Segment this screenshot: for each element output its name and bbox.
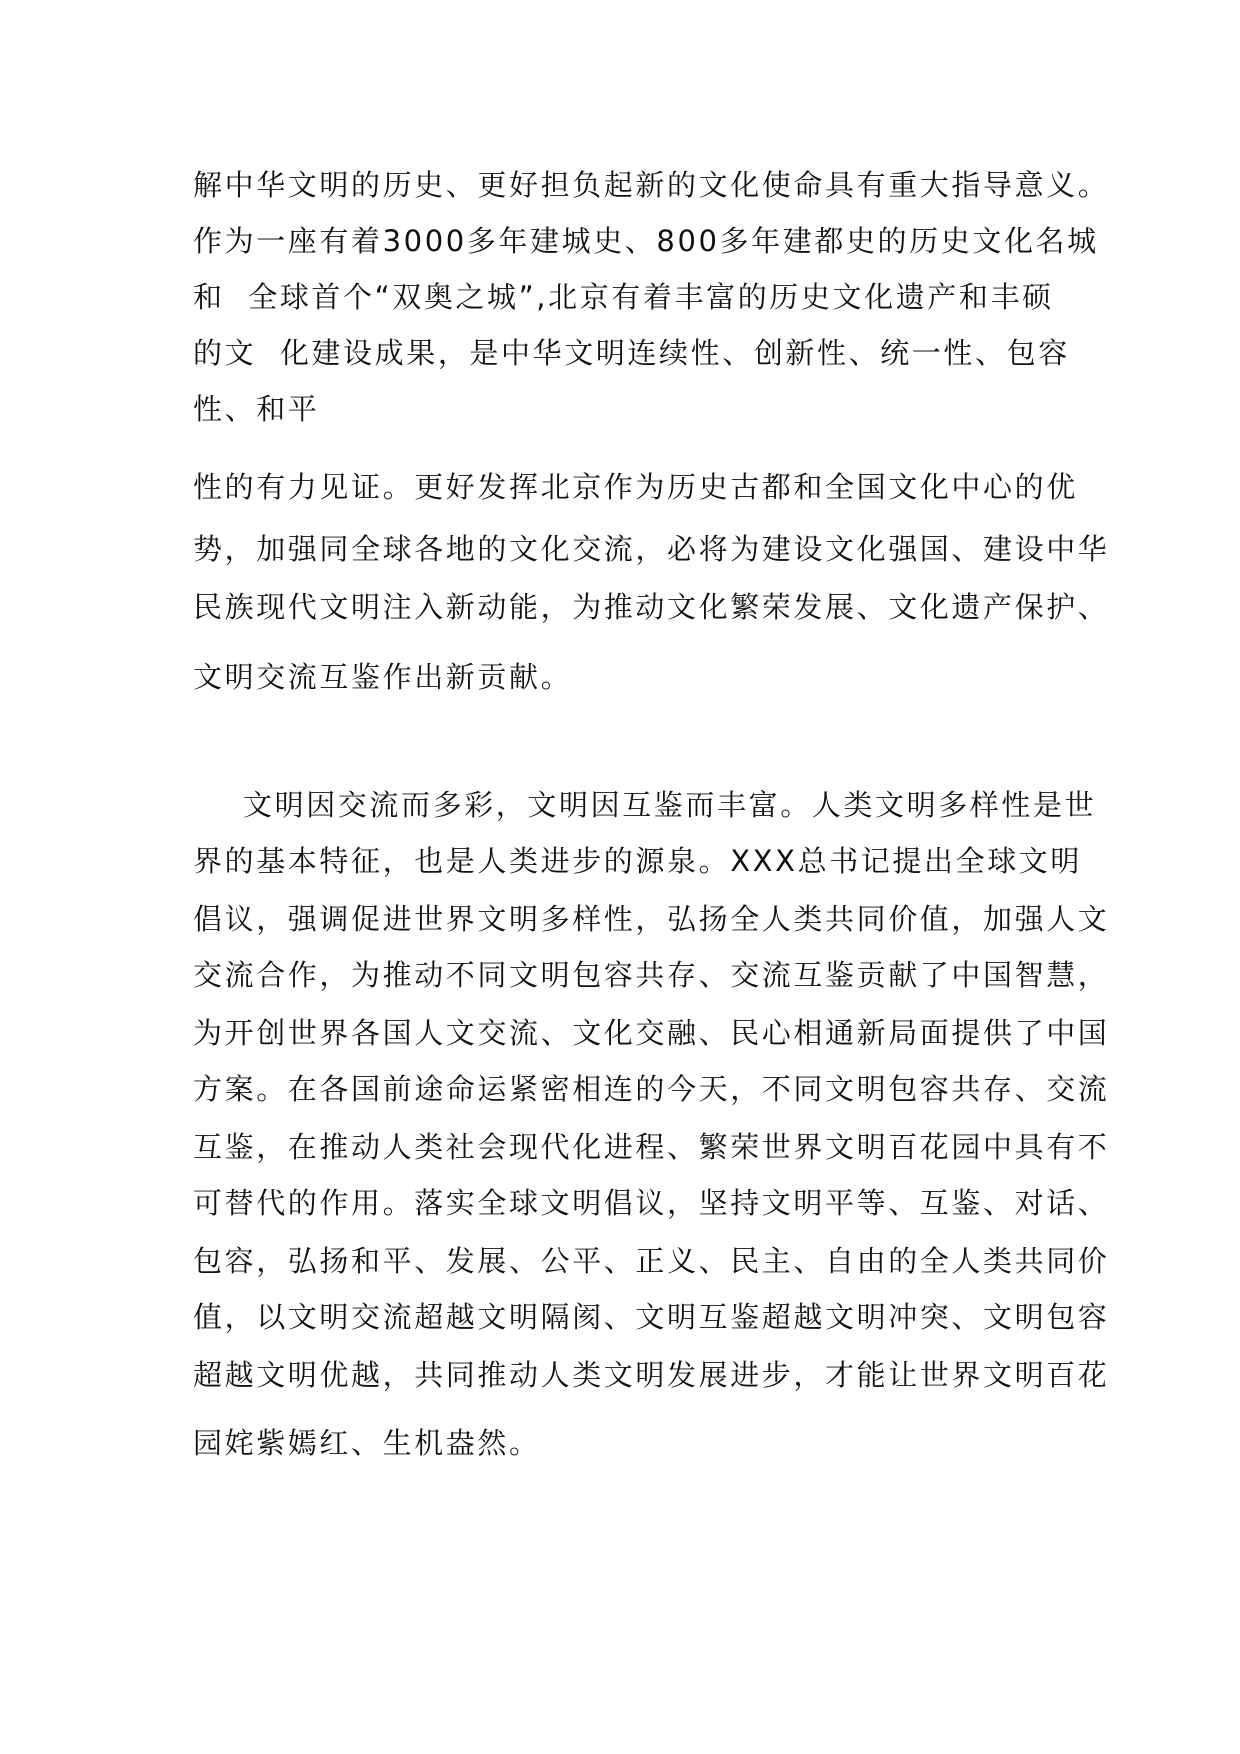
paragraph-2-line-6: 方案。在各国前途命运紧密相连的今天，不同文明包容共存、交流: [193, 1072, 1110, 1106]
paragraph-2-line-8: 可替代的作用。落实全球文明倡议，坚持文明平等、互鉴、对话、: [193, 1186, 1110, 1220]
paragraph-1-line-6: 性的有力见证。更好发挥北京作为历史古都和全国文化中心的优: [193, 470, 1078, 504]
paragraph-1-line-5: 性、和平: [193, 392, 320, 426]
paragraph-2-line-4: 交流合作，为推动不同文明包容共存、交流互鉴贡献了中国智慧，: [193, 958, 1110, 992]
paragraph-2-line-10: 值，以文明交流超越文明隔阂、文明互鉴超越文明冲突、文明包容: [193, 1300, 1110, 1334]
paragraph-1-line-4: 的文 化建设成果，是中华文明连续性、创新性、统一性、包容: [193, 336, 1070, 370]
paragraph-2-line-1: 文明因交流而多彩，文明因互鉴而丰富。人类文明多样性是世: [243, 788, 1097, 822]
paragraph-2-line-5: 为开创世界各国人文交流、文化交融、民心相通新局面提供了中国: [193, 1016, 1110, 1050]
paragraph-1-line-2: 作为一座有着3000多年建城史、800多年建都史的历史文化名城: [193, 224, 1099, 258]
paragraph-2-line-11: 超越文明优越，共同推动人类文明发展进步，才能让世界文明百花: [193, 1358, 1110, 1392]
paragraph-1-line-9: 文明交流互鉴作出新贡献。: [193, 660, 573, 694]
paragraph-2-line-2: 界的基本特征，也是人类进步的源泉。XXX总书记提出全球文明: [193, 844, 1083, 878]
paragraph-2-line-9: 包容，弘扬和平、发展、公平、正义、民主、自由的全人类共同价: [193, 1244, 1110, 1278]
paragraph-2-line-7: 互鉴，在推动人类社会现代化进程、繁荣世界文明百花园中具有不: [193, 1130, 1110, 1164]
paragraph-1-line-8: 民族现代文明注入新动能，为推动文化繁荣发展、文化遗产保护、: [193, 590, 1110, 624]
paragraph-2-line-12: 园姹紫嫣红、生机盎然。: [193, 1426, 541, 1460]
paragraph-2-line-3: 倡议，强调促进世界文明多样性，弘扬全人类共同价值，加强人文: [193, 902, 1110, 936]
paragraph-1-line-7: 势，加强同全球各地的文化交流，必将为建设文化强国、建设中华: [193, 532, 1110, 566]
paragraph-1-line-1: 解中华文明的历史、更好担负起新的文化使命具有重大指导意义。: [193, 168, 1110, 202]
paragraph-1-line-3: 和 全球首个“双奥之城”,北京有着丰富的历史文化遗产和丰硕: [193, 280, 1054, 314]
